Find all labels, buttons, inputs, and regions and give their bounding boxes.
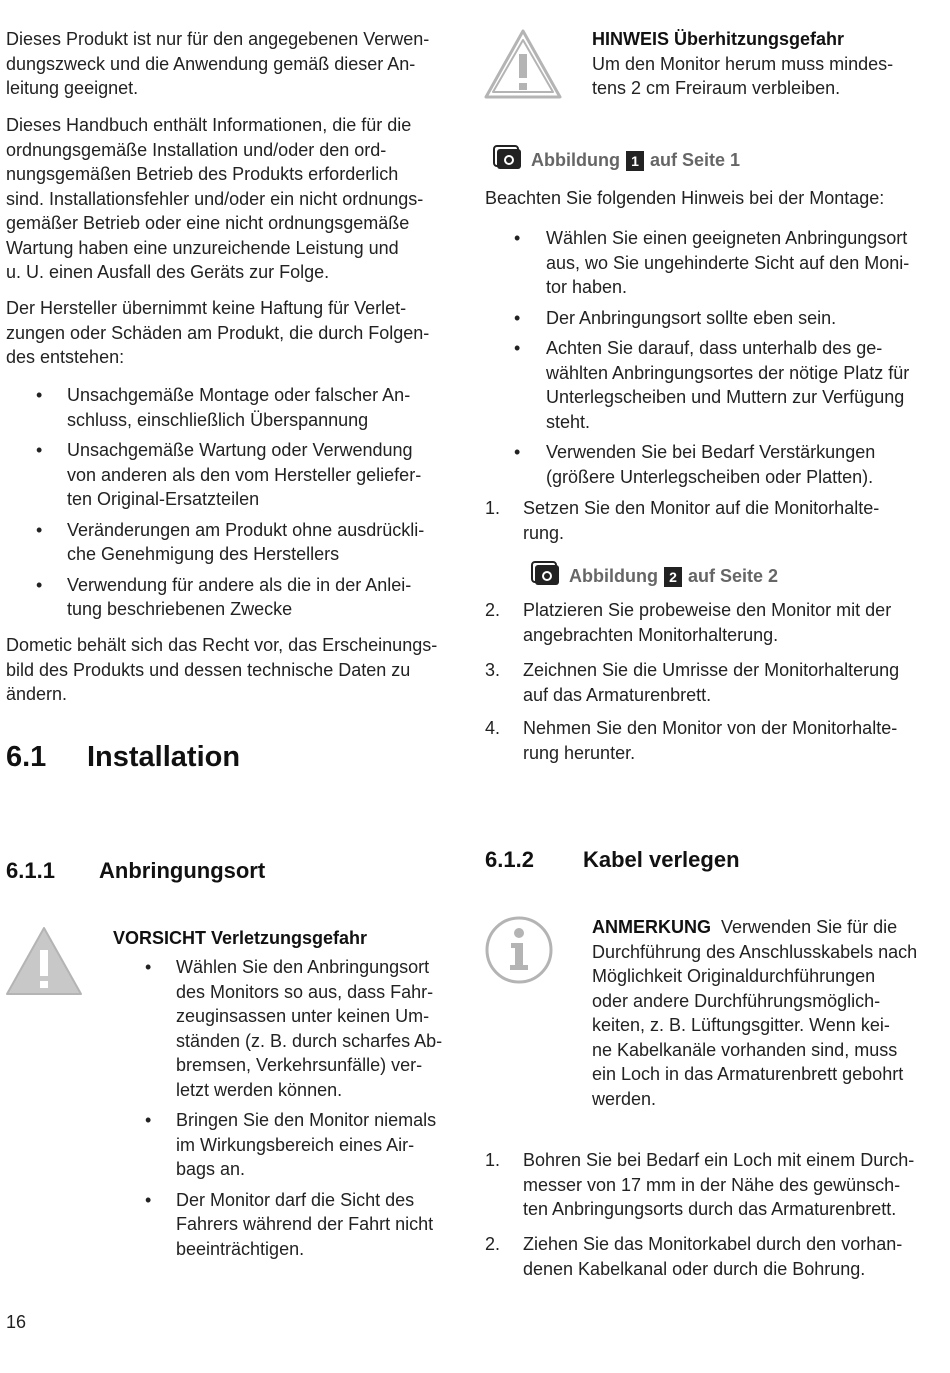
list-item: • Wählen Sie einen geeigneten Anbringungsort aus, wo Sie ungehinderte Sicht auf den Moni- tor haben. bbox=[514, 228, 910, 297]
section-title: Installation bbox=[87, 741, 241, 773]
mount-list bbox=[514, 226, 934, 495]
figure-reference-1: Abbildung 1 auf Seite 1 bbox=[493, 145, 740, 176]
section-number: 6.1 bbox=[6, 741, 47, 773]
warning-triangle-icon bbox=[4, 925, 84, 997]
list-item: • Achten Sie darauf, dass unterhalb des ge- wählten Anbringungsortes der nötige Platz für Unterlegscheiben und Muttern zur Verfügung steht. bbox=[514, 338, 910, 432]
intro-paragraph-1: Dieses Produkt ist nur für den angegebenen Verwen- dungszweck und die Anwendung gemäß dieser An- leitung geeignet. bbox=[6, 29, 430, 98]
caution-title: VORSICHT Verletzungsgefahr bbox=[113, 928, 368, 948]
liability-list bbox=[36, 383, 446, 628]
camera-icon bbox=[493, 145, 523, 176]
step-3: 3. Zeichnen Sie die Umrisse der Monitorhalterung auf das Armaturenbrett. bbox=[485, 660, 900, 705]
list-item: • Der Monitor darf die Sicht des Fahrers während der Fahrt nicht beeinträchtigen. bbox=[145, 1189, 434, 1259]
page-number: 16 bbox=[6, 1312, 27, 1332]
note-block: ANMERKUNG Verwenden Sie für die Durchführung des Anschlusskabels nach Möglichkeit Originaldurchführungen oder andere Durchführungsmöglich- keiten, z. B. Lüftungsgitter. Wenn kei- ne Kabelkanäle vorhanden sind, muss ein Loch in das Armaturenbrett gebohrt werden. bbox=[592, 917, 918, 1109]
intro-paragraph-2: Dieses Handbuch enthält Informationen, die für die ordnungsgemäße Installation und/oder den ord- nungsgemäßen Betrieb des Produkts erforderlich sind. Installationsfehler und/oder ein nicht ordnungs- gemäßer Betrieb oder eine nicht ordnungsgemäße Wartung haben eine unzureichende Leistung und u. U. einen Ausfall des Geräts zur Folge. bbox=[6, 115, 424, 282]
figure-number-badge: 2 bbox=[664, 567, 682, 587]
subsection-title: Anbringungsort bbox=[99, 858, 266, 883]
list-item: • Veränderungen am Produkt ohne ausdrückli- che Genehmigung des Herstellers bbox=[36, 519, 425, 564]
intro-paragraph-4: Dometic behält sich das Recht vor, das Erscheinungs- bild des Produkts und dessen technische Daten zu ändern. bbox=[6, 635, 438, 704]
subsection-number: 6.1.1 bbox=[6, 858, 55, 883]
figure-reference-2: Abbildung 2 auf Seite 2 bbox=[531, 561, 778, 592]
mount-intro: Beachten Sie folgenden Hinweis bei der Montage: bbox=[485, 188, 885, 208]
note-title: ANMERKUNG bbox=[592, 917, 711, 937]
subsection-heading bbox=[485, 847, 740, 873]
step-4: 4. Nehmen Sie den Monitor von der Monitorhalte- rung herunter. bbox=[485, 718, 898, 763]
warning-triangle-icon bbox=[483, 28, 563, 100]
list-item: • Unsachgemäße Wartung oder Verwendung von anderen als den vom Hersteller geliefer- ten Original-Ersatzteilen bbox=[36, 440, 422, 509]
list-item: • Verwenden Sie bei Bedarf Verstärkungen (größere Unterlegscheiben oder Platten). bbox=[514, 442, 876, 487]
list-item: • Unsachgemäße Montage oder falscher An- schluss, einschließlich Überspannung bbox=[36, 385, 411, 430]
intro-paragraph-3: Der Hersteller übernimmt keine Haftung für Verlet- zungen oder Schäden am Produkt, die durch Folgen- des entstehen: bbox=[6, 298, 430, 367]
subsection-number: 6.1.2 bbox=[485, 847, 534, 872]
list-item: • Wählen Sie den Anbringungsort des Monitors so aus, dass Fahr- zeuginsassen unter keinen Um- ständen (z. B. durch scharfes Ab- bremsen, Verkehrsunfälle) ver- letzt werden können. bbox=[145, 957, 443, 1100]
caution-list bbox=[145, 955, 445, 1267]
info-circle-icon bbox=[484, 915, 554, 985]
cable-step-2: 2. Ziehen Sie das Monitorkabel durch den vorhan- denen Kabelkanal oder durch die Bohrung. bbox=[485, 1234, 903, 1279]
section-heading bbox=[6, 741, 240, 774]
notice-block: HINWEIS Überhitzungsgefahr Um den Monitor herum muss mindes- tens 2 cm Freiraum verbleiben. bbox=[592, 27, 932, 101]
subsection-title: Kabel verlegen bbox=[583, 847, 740, 872]
step-2: 2. Platzieren Sie probeweise den Monitor mit der angebrachten Monitorhalterung. bbox=[485, 600, 892, 645]
list-item: • Der Anbringungsort sollte eben sein. bbox=[514, 307, 837, 328]
step-1: 1. Setzen Sie den Monitor auf die Monitorhalte- rung. bbox=[485, 498, 880, 543]
list-item: • Bringen Sie den Monitor niemals im Wirkungsbereich eines Air- bags an. bbox=[145, 1110, 437, 1179]
notice-title: HINWEIS Überhitzungsgefahr bbox=[592, 29, 845, 49]
list-item: • Verwendung für andere als die in der Anlei- tung beschriebenen Zwecke bbox=[36, 574, 412, 619]
figure-number-badge: 1 bbox=[626, 151, 644, 171]
subsection-heading bbox=[6, 858, 265, 884]
cable-step-1: 1. Bohren Sie bei Bedarf ein Loch mit einem Durch- messer von 17 mm in der Nähe des gewünsch- ten Anbringungsorts durch das Armaturenbrett. bbox=[485, 1150, 915, 1219]
camera-icon bbox=[531, 561, 561, 592]
